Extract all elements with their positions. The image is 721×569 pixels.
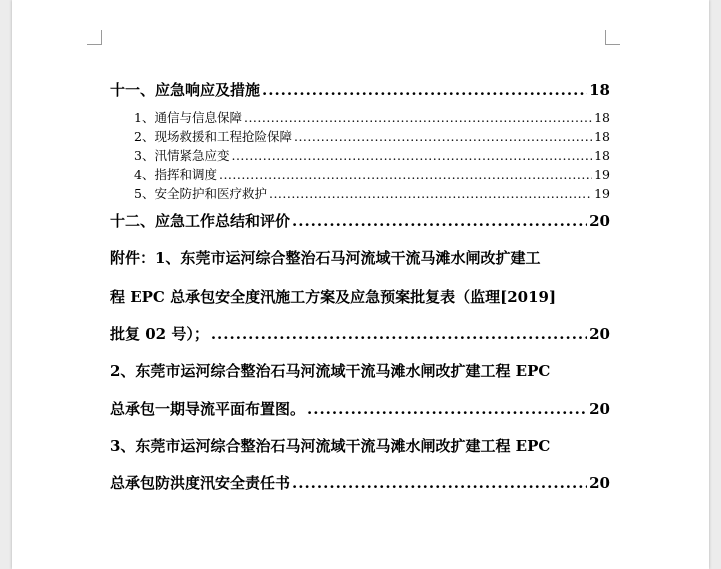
toc-attachment-1-line-2: 程 EPC 总承包安全度汛施工方案及应急预案批复表（监理[2019] [110, 288, 557, 306]
toc-entry-title: 批复 02 号）； [110, 325, 209, 343]
toc-entry-page: 18 [594, 110, 610, 125]
toc-leader-dots [244, 110, 592, 125]
toc-entry-attachment-3[interactable] [110, 472, 610, 493]
toc-entry-11-3[interactable] [110, 146, 610, 164]
toc-entry-page: 20 [589, 325, 610, 343]
toc-entry-page: 19 [594, 186, 610, 201]
toc-entry-page: 20 [589, 474, 610, 492]
toc-leader-dots [292, 474, 587, 492]
toc-entry-title: 1、通信与信息保障 [134, 110, 242, 125]
toc-entry-title: 总承包一期导流平面布置图。 [110, 400, 306, 418]
toc-entry-11-4[interactable] [110, 165, 610, 183]
toc-attachment-3-line-1: 3、东莞市运河综合整治石马河流域干流马滩水闸改扩建工程 EPC [110, 437, 551, 455]
toc-leader-dots [211, 325, 587, 343]
toc-entry-title: 2、现场救援和工程抢险保障 [134, 129, 292, 144]
toc-leader-dots [269, 186, 592, 201]
toc-entry-title: 4、指挥和调度 [134, 167, 217, 182]
toc-entry-page: 18 [589, 81, 610, 99]
toc-entry-title: 十二、应急工作总结和评价 [110, 212, 291, 230]
toc-entry-page: 19 [594, 167, 610, 182]
toc-attachment-2-line-1: 2、东莞市运河综合整治石马河流域干流马滩水闸改扩建工程 EPC [110, 362, 551, 380]
toc-entry-title: 总承包防洪度汛安全责任书 [110, 474, 291, 492]
toc-entry-section-12[interactable] [110, 210, 610, 231]
toc-entry-title: 3、汛情紧急应变 [134, 148, 230, 163]
toc-leader-dots [294, 129, 592, 144]
crop-mark-top-right [605, 30, 620, 45]
toc-entry-page: 18 [594, 129, 610, 144]
toc-entry-page: 20 [589, 212, 610, 230]
toc-entry-11-2[interactable] [110, 127, 610, 145]
toc-entry-title: 十一、应急响应及措施 [110, 81, 261, 99]
toc-entry-attachment-1[interactable] [110, 323, 610, 344]
toc-entry-11-5[interactable] [110, 184, 610, 202]
toc-entry-page: 20 [589, 400, 610, 418]
document-page [12, 0, 709, 569]
toc-leader-dots [219, 167, 592, 182]
toc-entry-title: 5、安全防护和医疗救护 [134, 186, 267, 201]
toc-entry-attachment-2[interactable] [110, 398, 610, 419]
toc-entry-11-1[interactable] [110, 108, 610, 126]
toc-leader-dots [231, 148, 592, 163]
toc-entry-section-11[interactable] [110, 79, 610, 100]
toc-attachment-1-line-1: 附件：1、东莞市运河综合整治石马河流域干流马滩水闸改扩建工 [110, 249, 541, 267]
toc-entry-page: 18 [594, 148, 610, 163]
crop-mark-top-left [87, 30, 102, 45]
toc-leader-dots [307, 400, 587, 418]
toc-leader-dots [292, 212, 587, 230]
toc-leader-dots [262, 81, 587, 99]
